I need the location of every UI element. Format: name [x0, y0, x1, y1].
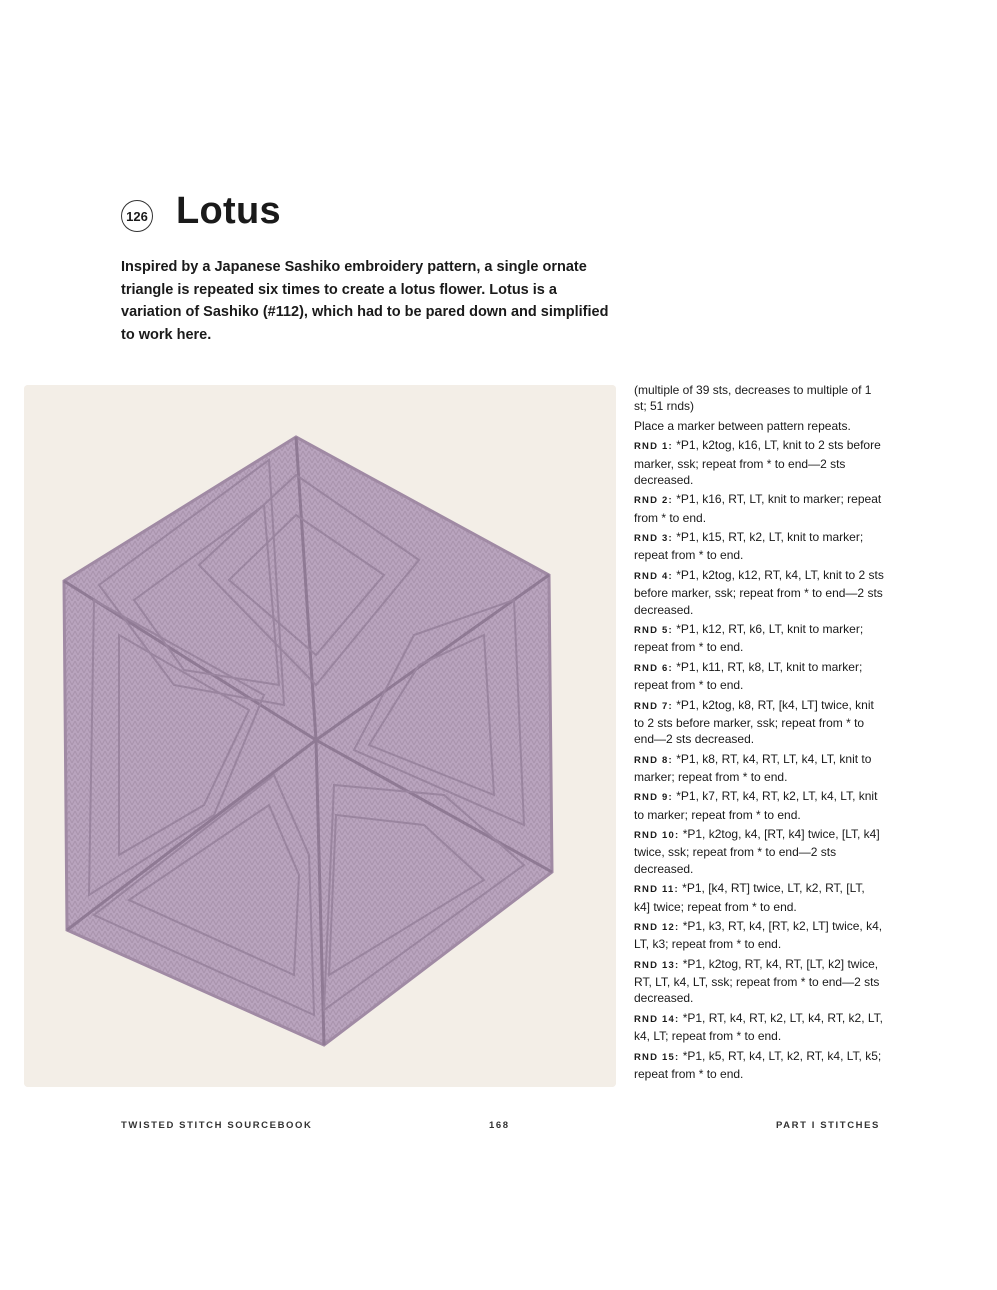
- intro-paragraph: Inspired by a Japanese Sashiko embroidery pattern, a single ornate triangle is repeated six times to create a lotus flower. Lotus is a variation of Sashiko (#112), which had to be pared down and simplified to work here.: [121, 259, 609, 343]
- round-label: RND 1:: [634, 441, 673, 453]
- round-instruction: [634, 788, 884, 823]
- marker-note: Place a marker between pattern repeats.: [634, 418, 851, 433]
- round-instruction: [634, 621, 884, 656]
- round-instruction: [634, 659, 884, 694]
- round-instruction: [634, 1048, 884, 1083]
- round-instruction: [634, 567, 884, 618]
- round-text: *P1, k16, RT, LT, knit to marker; repeat from * to end.: [634, 492, 882, 525]
- stitch-number-badge: 126: [121, 200, 153, 232]
- round-label: RND 2:: [634, 495, 673, 507]
- round-instruction: [634, 491, 884, 526]
- round-instruction: [634, 751, 884, 786]
- round-instruction: [634, 529, 884, 564]
- round-label: RND 3:: [634, 533, 673, 545]
- round-instruction: [634, 437, 884, 488]
- round-instruction: [634, 1010, 884, 1045]
- round-text: *P1, [k4, RT] twice, LT, k2, RT, [LT, k4] twice; repeat from * to end.: [634, 881, 865, 914]
- round-text: *P1, k2tog, k16, LT, knit to 2 sts before marker, ssk; repeat from * to end—2 sts decreased.: [634, 438, 881, 487]
- instructions-column: [634, 382, 884, 1085]
- round-text: *P1, k8, RT, k4, RT, LT, k4, LT, knit to marker; repeat from * to end.: [634, 751, 872, 784]
- round-label: RND 14:: [634, 1013, 680, 1025]
- swatch-photo: [24, 385, 616, 1087]
- footer-page-number: 168: [489, 1120, 510, 1131]
- round-text: *P1, k12, RT, k6, LT, knit to marker; repeat from * to end.: [634, 621, 864, 655]
- round-text: *P1, k2tog, k8, RT, [k4, LT] twice, knit to 2 sts before marker, ssk; repeat from * to end—2 sts decreased.: [634, 697, 874, 747]
- round-label: RND 13:: [634, 959, 680, 971]
- round-text: *P1, k2tog, k4, [RT, k4] twice, [LT, k4] twice, ssk; repeat from * to end—2 sts decreased.: [634, 827, 880, 876]
- round-label: RND 4:: [634, 570, 673, 582]
- page-title: Lotus: [176, 190, 281, 232]
- hexagon-swatch-image: [24, 385, 616, 1087]
- round-label: RND 7:: [634, 700, 673, 712]
- round-text: *P1, RT, k4, RT, k2, LT, k4, RT, k2, LT, k4, LT; repeat from * to end.: [634, 1010, 884, 1044]
- round-text: *P1, k3, RT, k4, [RT, k2, LT] twice, k4, LT, k3; repeat from * to end.: [634, 919, 883, 952]
- multiple-note: (multiple of 39 sts, decreases to multiple of 1 st; 51 rnds): [634, 383, 872, 414]
- round-label: RND 8:: [634, 754, 673, 766]
- round-label: RND 6:: [634, 662, 673, 674]
- round-text: *P1, k2tog, k12, RT, k4, LT, knit to 2 sts before marker, ssk; repeat from * to end—2 sts decreased.: [634, 567, 884, 617]
- round-text: *P1, k5, RT, k4, LT, k2, RT, k4, LT, k5; repeat from * to end.: [634, 1048, 882, 1081]
- round-label: RND 10:: [634, 830, 680, 842]
- round-label: RND 12:: [634, 922, 680, 934]
- round-text: *P1, k7, RT, k4, RT, k2, LT, k4, LT, knit to marker; repeat from * to end.: [634, 789, 878, 822]
- footer-book-title: TWISTED STITCH SOURCEBOOK: [121, 1120, 313, 1131]
- round-instruction: [634, 918, 884, 953]
- round-label: RND 5:: [634, 624, 673, 636]
- round-instruction: [634, 697, 884, 748]
- round-label: RND 15:: [634, 1051, 680, 1063]
- round-instruction: [634, 826, 884, 877]
- round-text: *P1, k11, RT, k8, LT, knit to marker; repeat from * to end.: [634, 659, 863, 693]
- round-text: *P1, k15, RT, k2, LT, knit to marker; repeat from * to end.: [634, 530, 864, 563]
- footer-section: PART I STITCHES: [775, 1120, 880, 1131]
- round-instruction: [634, 880, 884, 915]
- round-text: *P1, k2tog, RT, k4, RT, [LT, k2] twice, RT, LT, k4, LT, ssk; repeat from * to end—2 sts decreased.: [634, 956, 880, 1006]
- round-instruction: [634, 956, 884, 1007]
- round-label: RND 9:: [634, 792, 673, 804]
- round-label: RND 11:: [634, 884, 679, 896]
